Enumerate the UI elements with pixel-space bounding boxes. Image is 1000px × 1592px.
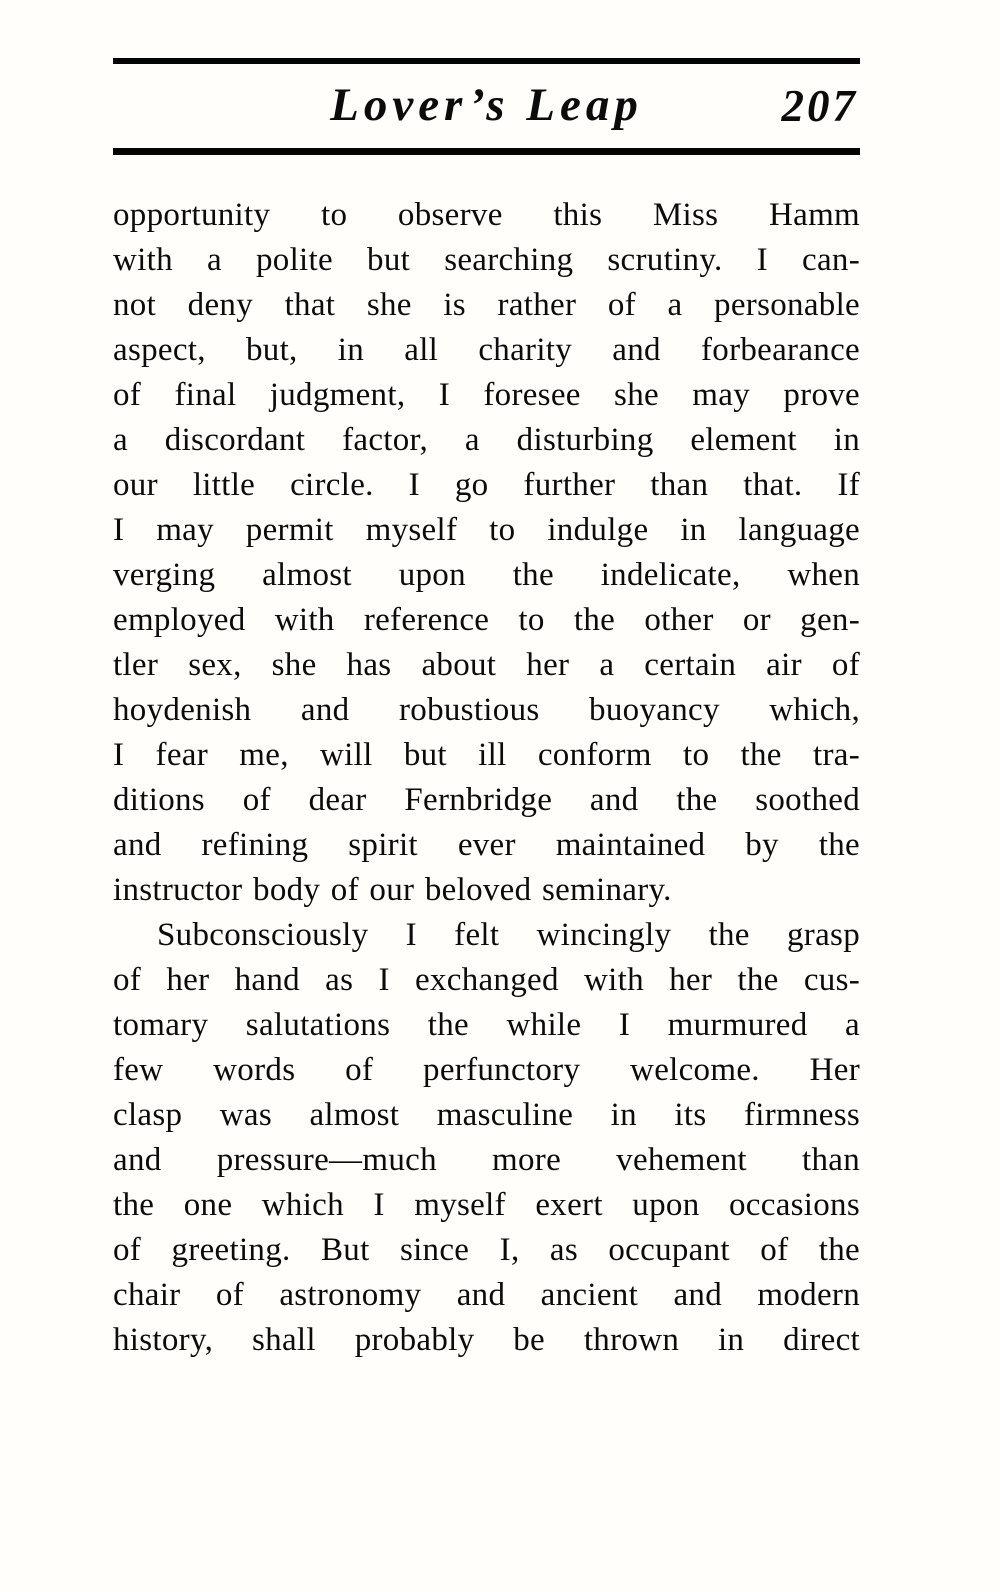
text-line: our little circle. I go further than that. If bbox=[113, 467, 860, 503]
page-number: 207 bbox=[781, 81, 858, 131]
text-line: opportunity to observe this Miss Hamm bbox=[113, 197, 860, 233]
text-line: few words of perfunctory welcome. Her bbox=[113, 1052, 860, 1088]
text-line: with a polite but searching scrutiny. I can- bbox=[113, 242, 860, 278]
header-rule bbox=[113, 148, 860, 155]
text-line: clasp was almost masculine in its firmness bbox=[113, 1097, 860, 1133]
text-line: Subconsciously I felt wincingly the grasp bbox=[157, 917, 860, 953]
text-line: verging almost upon the indelicate, when bbox=[113, 557, 860, 593]
paragraph bbox=[113, 913, 860, 1363]
text-line: of greeting. But since I, as occupant of the bbox=[113, 1232, 860, 1268]
text-line: tomary salutations the while I murmured a bbox=[113, 1007, 860, 1043]
text-line: I may permit myself to indulge in language bbox=[113, 512, 860, 548]
header-row bbox=[113, 64, 860, 148]
text-line: tler sex, she has about her a certain air of bbox=[113, 647, 860, 683]
text-line: and pressure—much more vehement than bbox=[113, 1142, 860, 1178]
page-header bbox=[113, 58, 860, 155]
text-line: hoydenish and robustious buoyancy which, bbox=[113, 692, 860, 728]
text-line: ditions of dear Fernbridge and the soothed bbox=[113, 782, 860, 818]
page-body bbox=[113, 193, 860, 1363]
text-line: of her hand as I exchanged with her the cus- bbox=[113, 962, 860, 998]
text-line: history, shall probably be thrown in direct bbox=[113, 1322, 860, 1358]
text-line: not deny that she is rather of a personable bbox=[113, 287, 860, 323]
paragraph bbox=[113, 193, 860, 913]
text-line: instructor body of our beloved seminary. bbox=[113, 872, 672, 908]
text-line: aspect, but, in all charity and forbearance bbox=[113, 332, 860, 368]
text-line: I fear me, will but ill conform to the tra- bbox=[113, 737, 860, 773]
text-line: the one which I myself exert upon occasions bbox=[113, 1187, 860, 1223]
text-line: chair of astronomy and ancient and modern bbox=[113, 1277, 860, 1313]
text-line: of final judgment, I foresee she may prove bbox=[113, 377, 860, 413]
running-title: Lover’s Leap bbox=[330, 79, 643, 131]
text-line: and refining spirit ever maintained by the bbox=[113, 827, 860, 863]
text-line: employed with reference to the other or gen- bbox=[113, 602, 860, 638]
text-line: a discordant factor, a disturbing element in bbox=[113, 422, 860, 458]
